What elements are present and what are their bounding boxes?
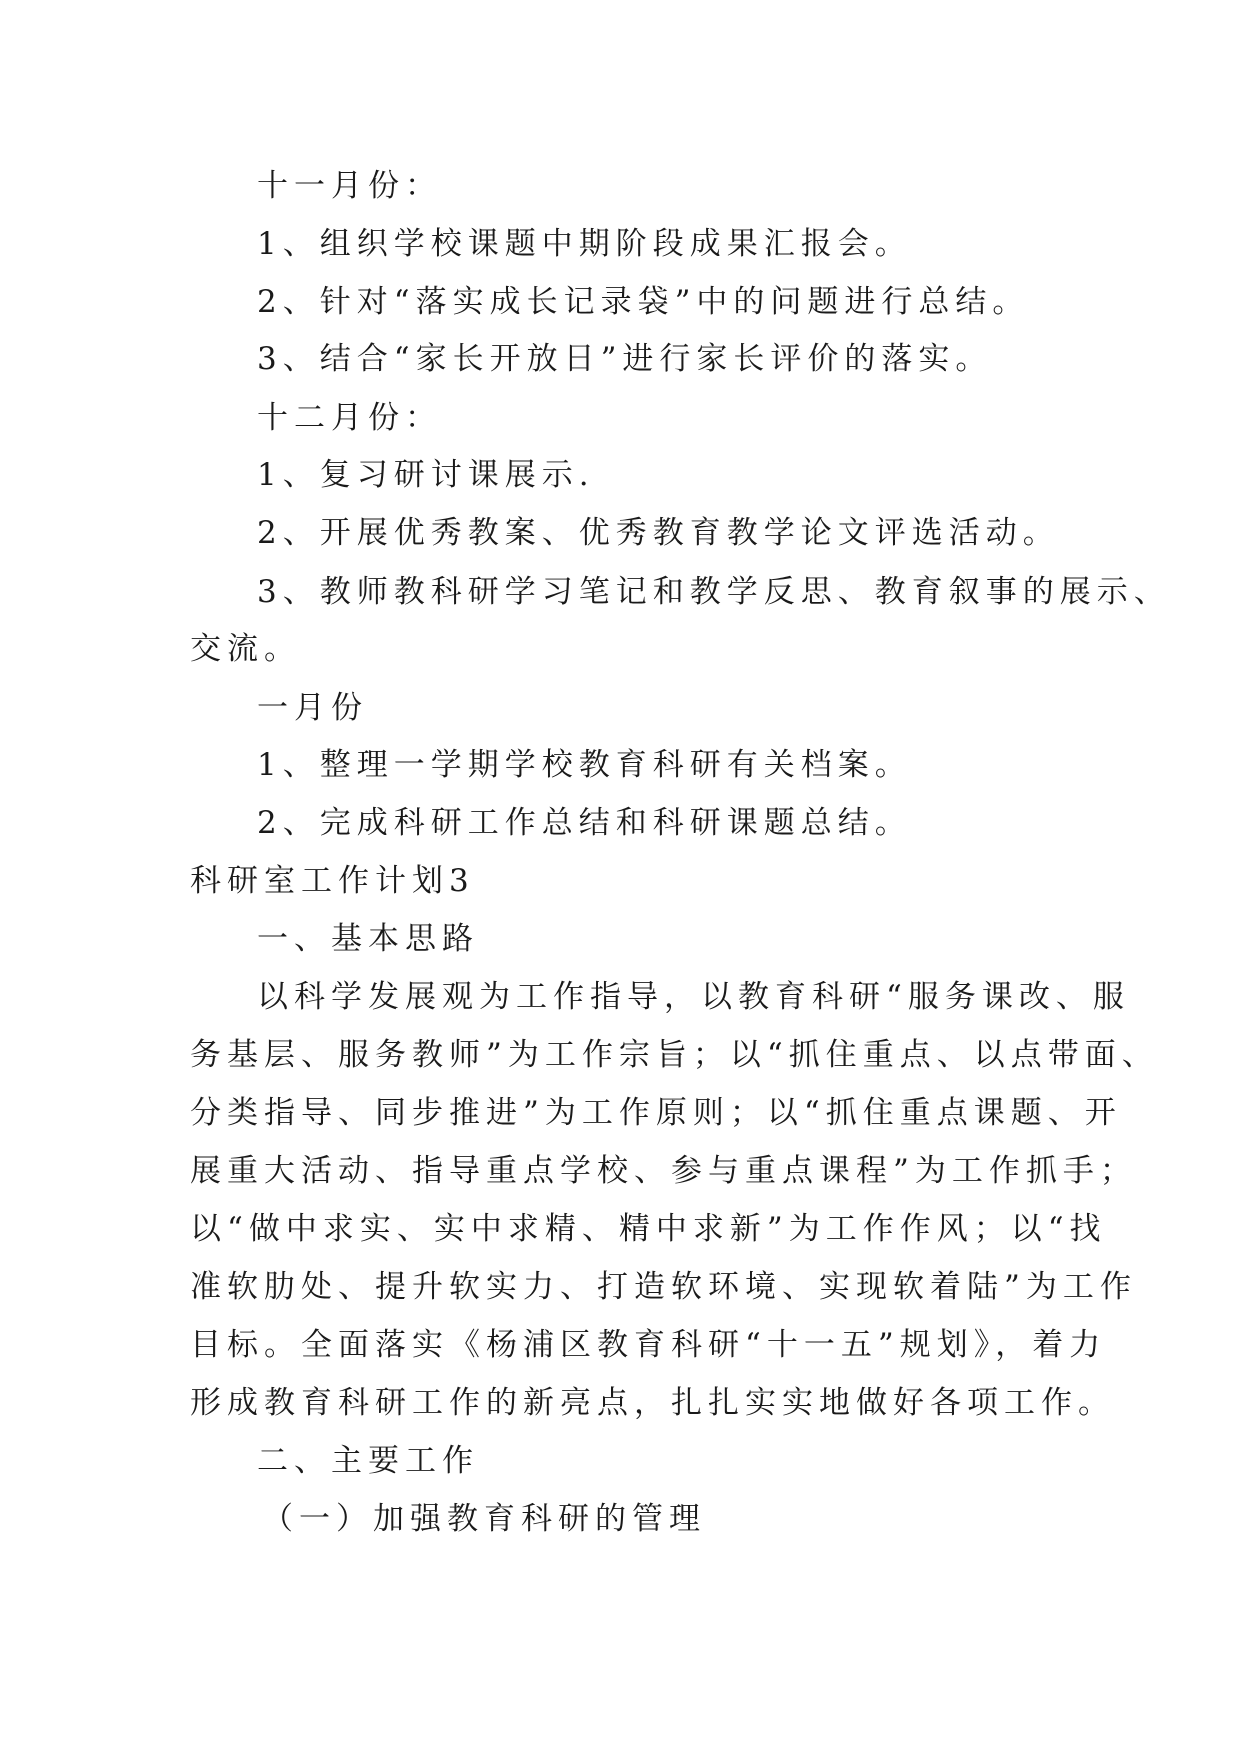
paragraph-line: 目标。全面落实《杨浦区教育科研“十一五”规划》，着力 (190, 1327, 1107, 1363)
paragraph-line: 1、复习研讨课展示. (257, 457, 595, 493)
paragraph-line: 2、开展优秀教案、优秀教育教学论文评选活动。 (257, 515, 1060, 551)
paragraph-line: 3、结合“家长开放日”进行家长评价的落实。 (257, 341, 993, 377)
paragraph-line: 务基层、服务教师”为工作宗旨；以“抓住重点、以点带面、 (190, 1037, 1159, 1073)
paragraph-line: 1、整理一学期学校教育科研有关档案。 (257, 747, 912, 783)
paragraph-line: 准软肋处、提升软实力、打造软环境、实现软着陆”为工作 (190, 1269, 1137, 1305)
paragraph-line: 交流。 (190, 631, 301, 667)
paragraph-line: 以“做中求实、实中求精、精中求新”为工作作风；以“找 (190, 1211, 1107, 1247)
paragraph-line: 2、完成科研工作总结和科研课题总结。 (257, 805, 912, 841)
paragraph-line: 形成教育科研工作的新亮点，扎扎实实地做好各项工作。 (190, 1385, 1115, 1421)
paragraph-line: 2、针对“落实成长记录袋”中的问题进行总结。 (257, 284, 1030, 320)
month-heading-november: 十一月份： (257, 168, 442, 204)
subsection-heading: 一、基本思路 (257, 921, 479, 957)
paragraph-line: 展重大活动、指导重点学校、参与重点课程”为工作抓手； (190, 1153, 1137, 1189)
section-title: 科研室工作计划3 (190, 863, 475, 899)
paragraph-line: 以科学发展观为工作指导，以教育科研“服务课改、服 (257, 979, 1130, 1015)
paragraph-line: 分类指导、同步推进”为工作原则；以“抓住重点课题、开 (190, 1095, 1122, 1131)
month-heading-january: 一月份 (257, 690, 368, 726)
subsection-heading: 二、主要工作 (257, 1443, 479, 1479)
month-heading-december: 十二月份： (257, 400, 442, 436)
paragraph-line: 3、教师教科研学习笔记和教学反思、教育叙事的展示、 (257, 574, 1171, 610)
paragraph-line: 1、组织学校课题中期阶段成果汇报会。 (257, 226, 912, 262)
subsection-heading: （一）加强教育科研的管理 (262, 1501, 706, 1537)
